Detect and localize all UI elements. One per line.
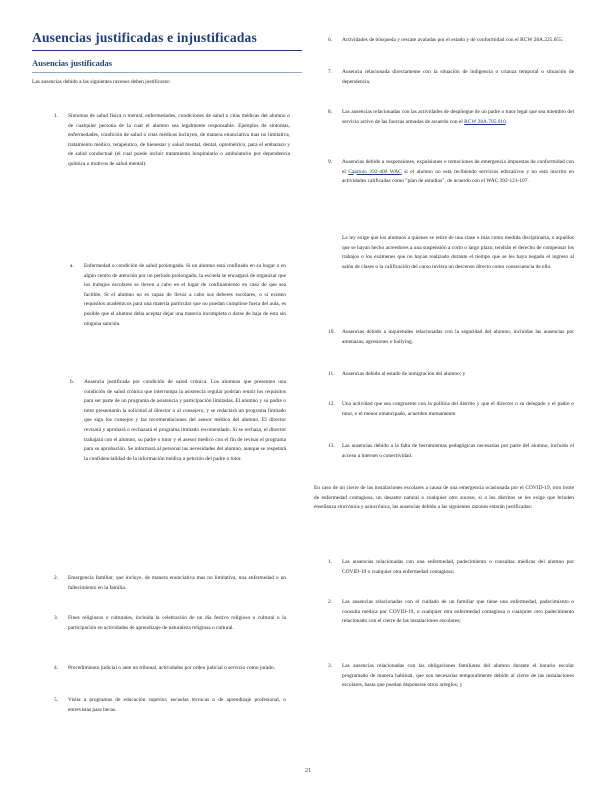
item-number: 3. xyxy=(328,663,333,669)
item-text: Fines religiosos o culturales, incluida la celebración de un día festivo religioso o cultural o la participación en actividades de aprendizaje de naturaleza religiosa o cultural. xyxy=(68,615,286,631)
list-item xyxy=(328,662,574,691)
item-text: Visita a programas de educación superior, escuelas técnicas o de aprendizaje profesional, o entrevistas para becas. xyxy=(68,697,286,713)
law-paragraph: La ley exige que los alumnos a quienes se retire de una clase o más como medida disciplinaria, o aquellos que se hayan hecho acreedores a una suspensión a corto o largo plazo, tendrán el derecho de compensar los trabajos o los exámenes que no hayan realizado durante el tiempo que se les haya negado el ingreso al salón de clases o la calificación del curso tuviera un descenso directo como consecuencia de ello. xyxy=(342,235,574,270)
item-number: 12. xyxy=(328,401,335,407)
page-title: Ausencias justificadas e injustificadas xyxy=(32,30,257,45)
item-text: Las ausencias relacionadas con las obligaciones familiares del alumno durante el horario escolar programado de manera habitual, que son necesarias temporalmente debido al cierre de las instalaciones escolares, hasta que puedan disponerse otros arreglos; y xyxy=(342,663,574,689)
list-item xyxy=(54,614,286,633)
item-number: 1. xyxy=(328,559,333,565)
item-text-end: si el alumno no está recibiendo servicios educativos y no está inscrito en actividades calificadas como "plan de estudios", de acuerdo con el WAC 392-121-107. xyxy=(342,168,574,185)
item-text: Síntomas de salud física o mental, enfermedades, condiciones de salud o citas médicas del alumno o de cualquier persona de la cual el alumno sea legalmente responsable. Ejemplos de síntomas, enfermedades, condición de salud o citas médicas incluyen, de manera enunciativa mas no limitativa, tratamiento médico, terapéutico, de bienestar y salud mental, dental, optométrico, para el embarazo y de salud conductual (el cual puede incluir tratamiento hospitalario o ambulatorio por dependencia química o motivos de salud mental). xyxy=(68,113,290,167)
item-text: Ausencias debido al estado de inmigración del alumno; y xyxy=(342,371,466,377)
closure-paragraph: En caso de un cierre de las instalaciones escolares a causa de una emergencia ocasionada por el COVID-19, otro brote de enfermedad contagiosa, un desastre natural o cualquier otro suceso, si a los distritos se les exige que brinden enseñanza sincrónica y asincrónica, las ausencias debido a las siguientes razones estarán justificadas: xyxy=(314,485,574,511)
item-text: Ausencias debido a inquietudes relacionadas con la seguridad del alumno, incluidas las ausencias por amenazas, agresiones o bullying. xyxy=(342,329,574,345)
item-text: Emergencia familiar, que incluye, de manera enunciativa mas no limitativa, una enfermedad o un fallecimiento en la familia. xyxy=(68,575,286,591)
wac-link[interactable]: Capítulo 392-400 WAC xyxy=(348,168,402,175)
item-text: Actividades de búsqueda y rescate avaladas por el estado y de conformidad con el RCW 28A.225.055. xyxy=(342,37,564,43)
list-item xyxy=(328,68,574,87)
intro-text: Las ausencias debido a las siguientes razones deben justificarse: xyxy=(32,79,171,85)
subtitle-divider xyxy=(32,72,302,73)
rcw-link[interactable]: RCW 28A.705.010 xyxy=(464,118,506,125)
list-item xyxy=(54,696,286,715)
list-item xyxy=(54,664,286,674)
list-item xyxy=(70,378,286,464)
item-text-end: . xyxy=(505,118,508,125)
item-number: 7. xyxy=(328,69,333,75)
item-number: 2. xyxy=(328,599,333,605)
item-number: 13. xyxy=(328,443,335,449)
list-item xyxy=(328,370,574,380)
list-item xyxy=(328,108,574,127)
item-number: 9. xyxy=(328,159,333,165)
list-item xyxy=(328,558,574,577)
item-number: 6. xyxy=(328,37,333,43)
list-item xyxy=(328,36,574,46)
list-item xyxy=(328,158,574,187)
item-number: 8. xyxy=(328,109,333,115)
list-item xyxy=(328,598,574,627)
item-text: Las ausencias relacionadas con las actividades de despliegue de un padre o tutor legal que sea miembro del servicio activo de las fuerzas armadas de acuerdo con el xyxy=(342,109,574,125)
item-number: a. xyxy=(70,263,74,269)
item-number: 1. xyxy=(54,113,59,119)
item-number: 5. xyxy=(54,697,59,703)
item-text: Procedimiento judicial o ante un tribunal, actividades por orden judicial o servicio como jurado. xyxy=(68,665,276,671)
item-text: Las ausencias relacionadas con una enfermedad, padecimiento o consultas médicas del alumno por COVID-19 o cualquier otra enfermedad contagiosa; xyxy=(342,559,574,575)
item-number: 10. xyxy=(328,329,335,335)
item-text: Ausencia relacionada directamente con la situación de indigencia o crianza temporal o situación de dependencia. xyxy=(342,69,574,85)
list-item xyxy=(328,400,574,419)
list-item xyxy=(54,574,286,593)
item-number: 3. xyxy=(54,615,59,621)
list-item xyxy=(328,442,574,461)
list-item xyxy=(70,262,286,329)
item-text: Las ausencias debido a la falta de herramientas pedagógicas necesarias por parte del alumno, incluido el acceso a internet o conectividad. xyxy=(342,443,574,459)
item-text: Enfermedad o condición de salud prolongada. Si un alumno está confinado en su hogar o en algún centro de atención por un período prolongado, la escuela se encargará de organizar que los trabajos escolares se lleven a cabo en el lugar de confinamiento en caso de que sea factible. Si el alumno no es capaz de llevar a cabo sus deberes escolares, o si existen requisitos académicos para una materia particular que no puedan cumplirse fuera del aula, es posible que el alumno deba aceptar dejar una materia incompleta o darse de baja de esta sin ninguna sanción. xyxy=(84,263,286,327)
item-number: 4. xyxy=(54,665,59,671)
list-item xyxy=(54,112,290,170)
item-number: 2. xyxy=(54,575,59,581)
section-subtitle: Ausencias justificadas xyxy=(32,58,113,68)
item-text: Las ausencias relacionadas con el cuidado de un familiar que tiene una enfermedad, padecimiento o consulta médica por COVID-19, o cualquier otra enfermedad contagiosa o cualquier otro padecimiento relacionado con el cierre de las instalaciones escolares; xyxy=(342,599,574,625)
title-divider xyxy=(32,50,302,51)
page-number: 21 xyxy=(305,768,311,774)
item-number: 11. xyxy=(328,371,335,377)
item-text: Una actividad que sea congruente con la política del distrito y que el director o su delegado y el padre o tutor, o el menor emancipado, acuerden mutuamente. xyxy=(342,401,574,417)
list-item xyxy=(328,328,574,347)
item-text: Ausencias debido a suspensiones, expulsiones o remociones de emergencia impuestas de conformidad con el xyxy=(342,159,574,175)
item-number: b. xyxy=(70,379,75,385)
item-text: Ausencia justificada por condición de salud crónica. Los alumnos que presenten una condición de salud crónica que interrumpa la asistencia regular podrían reunir los requisitos para ser parte de un programa de asistencia y participación limitadas. El alumno y su padre o tutor presentarán la solicitud al director o al consejero, y se redactará un programa limitado que siga los consejos y las recomendaciones del asesor médico del alumno. El director revisará y aprobará o rechazará el programa limitado recomendado. Si se rechaza, el director trabajará con el alumno, su padre o tutor y el asesor médico con el fin de revisar el programa para su aprobación. Se informará al personal las necesidades del alumno, aunque se respetará la confidencialidad de la información médica a petición del padre o tutor. xyxy=(84,379,286,462)
